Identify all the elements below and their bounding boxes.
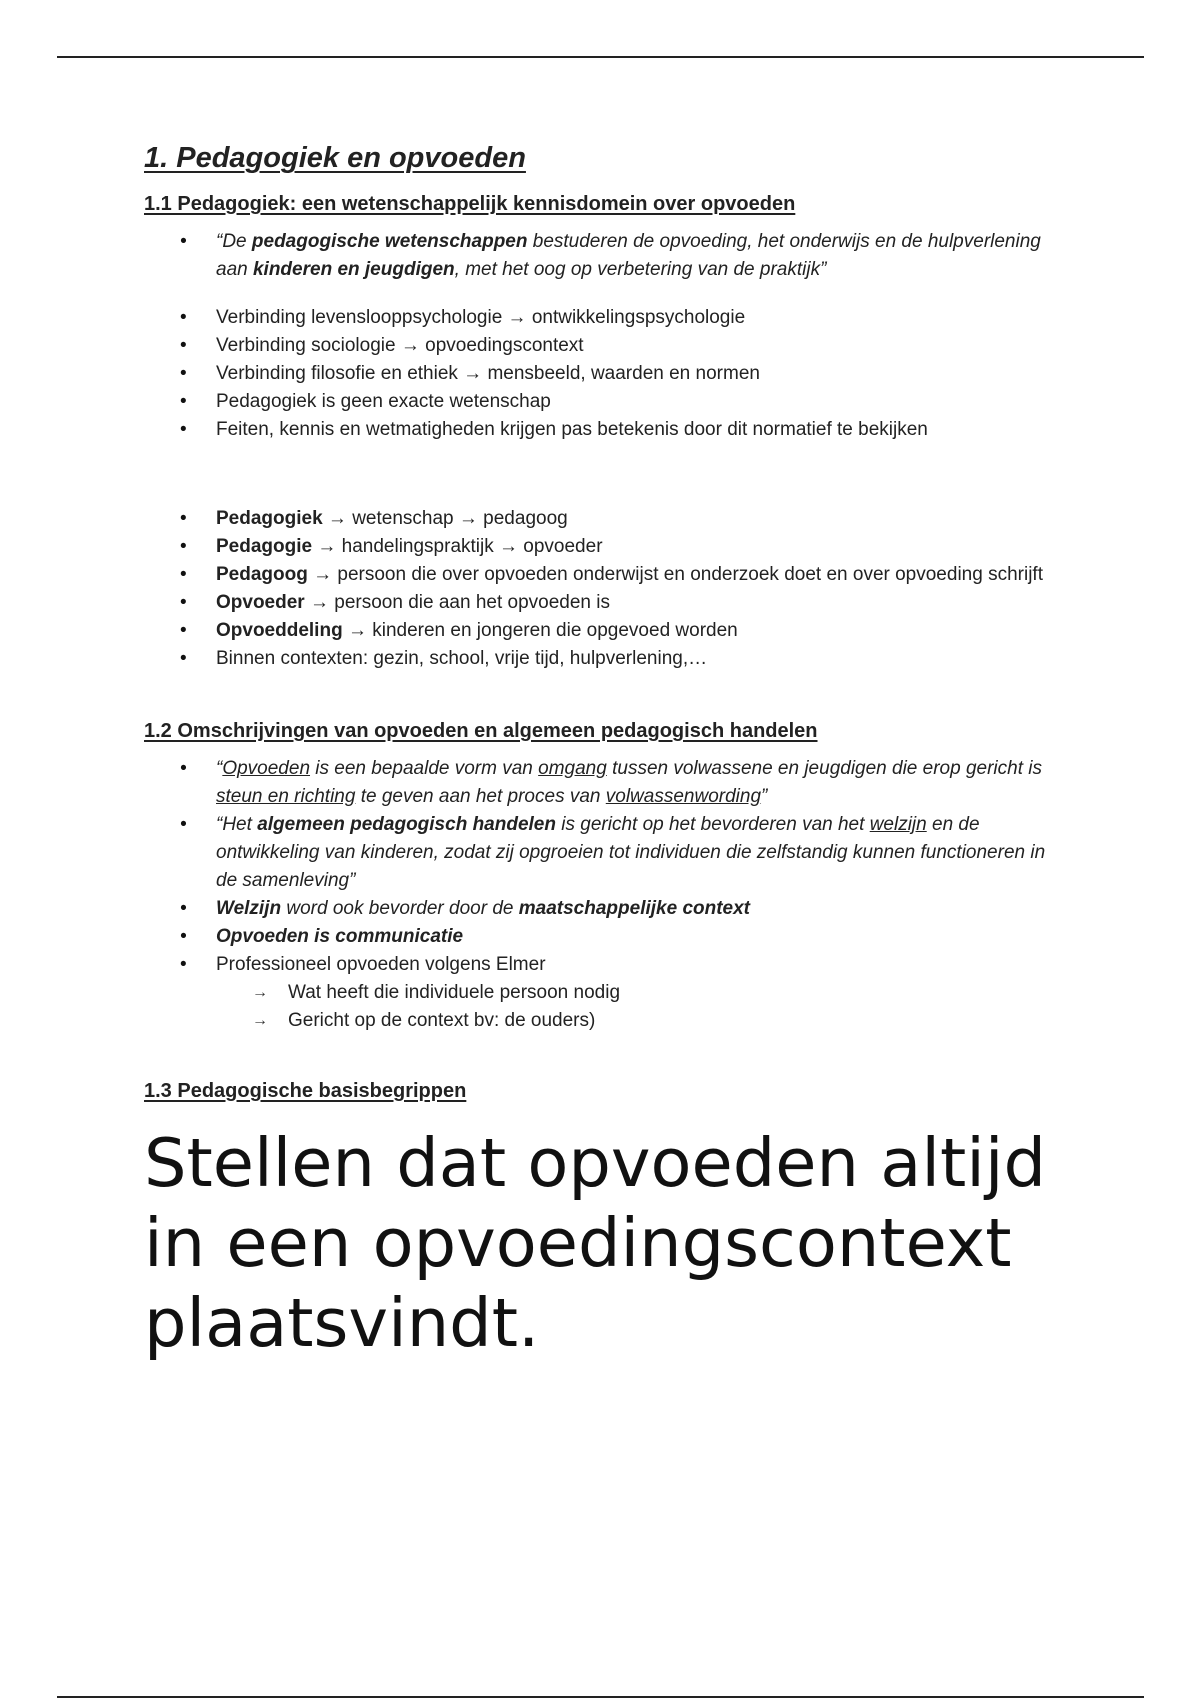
section-1-1 xyxy=(144,192,1064,673)
list-item: • Binnen contexten: gezin, school, vrije tijd, hulpverlening,… xyxy=(144,645,1064,673)
sub-list-item: → Wat heeft die individuele persoon nodig xyxy=(144,979,1064,1007)
list-item: • Verbinding sociologie → opvoedingscontext xyxy=(144,332,1064,360)
communicatie-item: • Opvoeden is communicatie xyxy=(144,923,1064,951)
quote-pedagogisch-handelen: • “Het algemeen pedagogisch handelen is gericht op het bevorderen van het welzijn en de ontwikkeling van kinderen, zodat zij opgroeien tot individuen die zelfstandig kunnen functioneren in de samenleving” xyxy=(144,811,1064,895)
document-body xyxy=(144,143,1064,1363)
welzijn-item: • Welzijn word ook bevorder door de maatschappelijke context xyxy=(144,895,1064,923)
list-item: • Verbinding levenslooppsychologie → ontwikkelingspsychologie xyxy=(144,304,1064,332)
term-pedagogische-wetenschappen: pedagogische wetenschappen xyxy=(251,230,528,252)
footer-rule xyxy=(57,1696,1144,1698)
term-kinderen-jeugdigen: kinderen en jeugdigen xyxy=(252,258,455,280)
term-item: • Opvoeddeling → kinderen en jongeren die opgevoed worden xyxy=(144,617,1064,645)
definition-list xyxy=(144,228,1064,284)
header-rule xyxy=(57,56,1144,58)
list-item: • Feiten, kennis en wetmatigheden krijgen pas betekenis door dit normatief te bekijken xyxy=(144,416,1064,444)
connections-list xyxy=(144,304,1064,444)
term-item: • Pedagoog → persoon die over opvoeden onderwijst en onderzoek doet en over opvoeding schrijft xyxy=(144,561,1064,589)
section-1-2 xyxy=(144,719,1064,1035)
term-item: • Opvoeder → persoon die aan het opvoeden is xyxy=(144,589,1064,617)
quote-opvoeden: • “Opvoeden is een bepaalde vorm van omgang tussen volwassene en jeugdigen die erop gericht is steun en richting te geven aan het proces van volwassenwording” xyxy=(144,755,1064,811)
arrow-right-icon: → xyxy=(252,1011,268,1029)
large-statement: Stellen dat opvoeden altijd in een opvoedingscontext plaatsvindt. xyxy=(144,1123,1046,1362)
section-heading-1-1: 1.1 Pedagogiek: een wetenschappelijk kennisdomein over opvoeden xyxy=(144,192,796,215)
list-item: • Pedagogiek is geen exacte wetenschap xyxy=(144,388,1064,416)
section-heading-1-2: 1.2 Omschrijvingen van opvoeden en algemeen pedagogisch handelen xyxy=(144,719,818,742)
section-1-3 xyxy=(144,1079,1064,1363)
section-heading-1-3: 1.3 Pedagogische basisbegrippen xyxy=(144,1079,467,1102)
list-item: • Verbinding filosofie en ethiek → mensbeeld, waarden en normen xyxy=(144,360,1064,388)
chapter-title: 1. Pedagogiek en opvoeden xyxy=(144,142,526,174)
elmer-item: • Professioneel opvoeden volgens Elmer → Wat heeft die individuele persoon nodig → Gericht op de context bv: de ouders) xyxy=(144,951,1064,1035)
descriptions-list xyxy=(144,755,1064,1035)
definition-quote: • “De pedagogische wetenschappen bestuderen de opvoeding, het onderwijs en de hulpverlening aan kinderen en jeugdigen, met het oog op verbetering van de praktijk” xyxy=(144,228,1064,284)
sub-list-item: → Gericht op de context bv: de ouders) xyxy=(144,1007,1064,1035)
elmer-sublist xyxy=(144,979,1064,1035)
term-item: • Pedagogiek → wetenschap → pedagoog xyxy=(144,505,1064,533)
terms-list xyxy=(144,505,1064,673)
term-item: • Pedagogie → handelingspraktijk → opvoeder xyxy=(144,533,1064,561)
arrow-right-icon: → xyxy=(252,983,268,1001)
